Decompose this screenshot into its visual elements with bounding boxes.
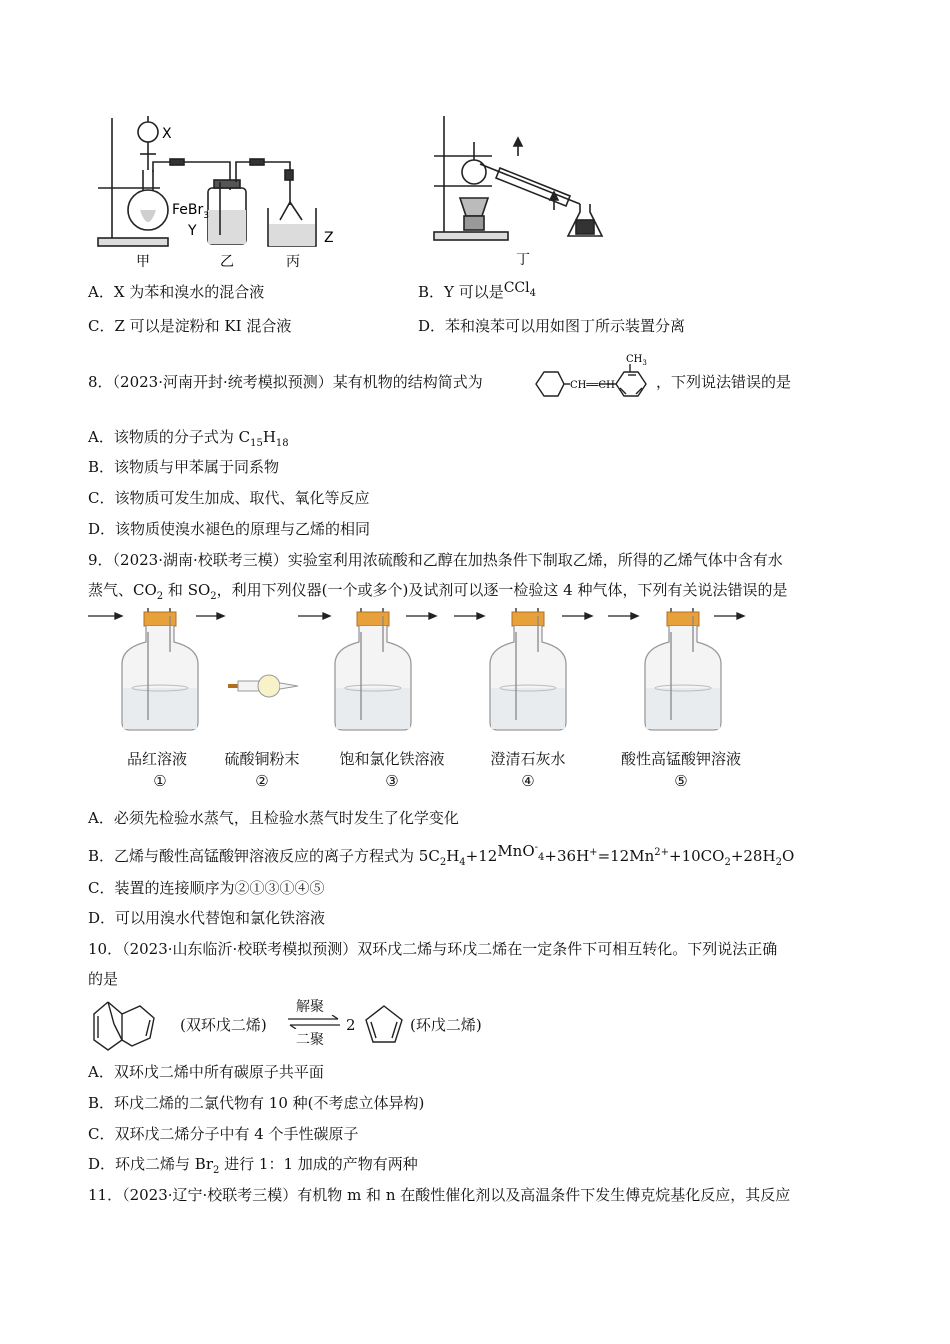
q7-apparatus-figure-right (430, 112, 620, 270)
q7-option-b: B．Y 可以是CCl$_4$ (418, 280, 536, 301)
device-3-number: ③ (385, 772, 399, 790)
q10-option-b: B．环戊二烯的二氯代物有 10 种(不考虑立体异构) (88, 1094, 425, 1112)
q9-stem-line1: 9．（2023·湖南·校联考三模）实验室利用浓硫酸和乙醇在加热条件下制取乙烯，所得的乙烯气体中含有水 (88, 551, 783, 569)
q10-equilibrium-arrow (286, 1015, 342, 1029)
struct-chch-label: CH══CH (570, 380, 615, 391)
q10-cyclopentadiene-structure (360, 1002, 408, 1048)
device-5-number: ⑤ (674, 772, 688, 790)
q8-option-a: A．该物质的分子式为 $C_{15}H_{18}$ (88, 428, 289, 449)
label-z: Z (324, 230, 334, 246)
q9-option-d: D．可以用溴水代替饱和氯化铁溶液 (88, 909, 326, 927)
label-x: X (162, 126, 172, 142)
device-4-number: ④ (521, 772, 535, 790)
q7-option-d: D．苯和溴苯可以用如图丁所示装置分离 (418, 317, 686, 335)
q10-stem-line2: 的是 (88, 970, 119, 988)
q9-option-b: B．乙烯与酸性高锰酸钾溶液反应的离子方程式为 $5C_2H_4+12MnO^-_4+36H^+=12Mn^{2+}+10CO_2+28H_2O$ (88, 842, 795, 868)
label-yi: 乙 (220, 254, 234, 270)
q10-stem-line1: 10．（2023·山东临沂·校联考模拟预测）双环戊二烯与环戊二烯在一定条件下可相互转化。下列说法正确 (88, 940, 778, 958)
label-y: Y (188, 223, 197, 239)
device-2-name: 硫酸铜粉末 (224, 750, 300, 768)
q11-stem-line1: 11．（2023·辽宁·校联考三模）有机物 m 和 n 在酸性催化剂以及高温条件下发生傅克烷基化反应，其反应 (88, 1186, 791, 1204)
q9-option-a: A．必须先检验水蒸气，且检验水蒸气时发生了化学变化 (88, 809, 459, 827)
q9-stem-line2: 蒸气、$CO_2$ 和 $SO_2$，利用下列仪器(一个或多个)及试剂可以逐一检验这 4 种气体，下列有关说法错误的是 (88, 581, 788, 602)
q7-option-a: A．X 为苯和溴水的混合液 (88, 283, 265, 301)
label-bing: 丙 (286, 254, 300, 270)
q10-option-c: C．双环戊二烯分子中有 4 个手性碳原子 (88, 1125, 359, 1143)
label-febr3: FeBr$_3$ (172, 202, 209, 221)
q7-option-c: C．Z 可以是淀粉和 KI 混合液 (88, 317, 292, 335)
q10-eq-right-label: (环戊二烯) (410, 1016, 482, 1034)
q10-eq-coefficient: 2 (346, 1016, 356, 1034)
q7-apparatus-figure-left (90, 110, 350, 270)
q8-option-b: B．该物质与甲苯属于同系物 (88, 458, 280, 476)
label-ding: 丁 (516, 252, 530, 268)
device-2-number: ② (255, 772, 269, 790)
q8-structure-figure (528, 350, 658, 408)
q10-option-a: A．双环戊二烯中所有碳原子共平面 (88, 1063, 324, 1081)
q10-eq-top-label: 解聚 (296, 999, 324, 1015)
q10-option-d: D．环戊二烯与 $Br_2$ 进行 1：1 加成的产物有两种 (88, 1155, 418, 1176)
q8-stem-suffix: ，下列说法错误的是 (656, 373, 792, 391)
q8-option-d: D．该物质使溴水褪色的原理与乙烯的相同 (88, 520, 371, 538)
device-4-name: 澄清石灰水 (490, 750, 566, 768)
device-5-name: 酸性高锰酸钾溶液 (620, 750, 741, 768)
label-jia: 甲 (136, 254, 150, 270)
q10-eq-left-label: (双环戊二烯) (180, 1016, 267, 1034)
device-3-name: 饱和氯化铁溶液 (339, 750, 445, 768)
q9-devices-figure (88, 608, 788, 740)
q8-stem-prefix: 8．（2023·河南开封·统考模拟预测）某有机物的结构简式为 (88, 373, 483, 391)
device-1-name: 品红溶液 (126, 750, 187, 768)
q10-eq-bottom-label: 二聚 (296, 1032, 324, 1048)
q10-dicyclopentadiene-structure (88, 996, 178, 1056)
struct-ch3-label: $CH_3$ (626, 354, 647, 367)
q8-option-c: C．该物质可发生加成、取代、氧化等反应 (88, 489, 370, 507)
q9-option-c: C．装置的连接顺序为②①③①④⑤ (88, 879, 325, 897)
device-1-number: ① (153, 772, 167, 790)
